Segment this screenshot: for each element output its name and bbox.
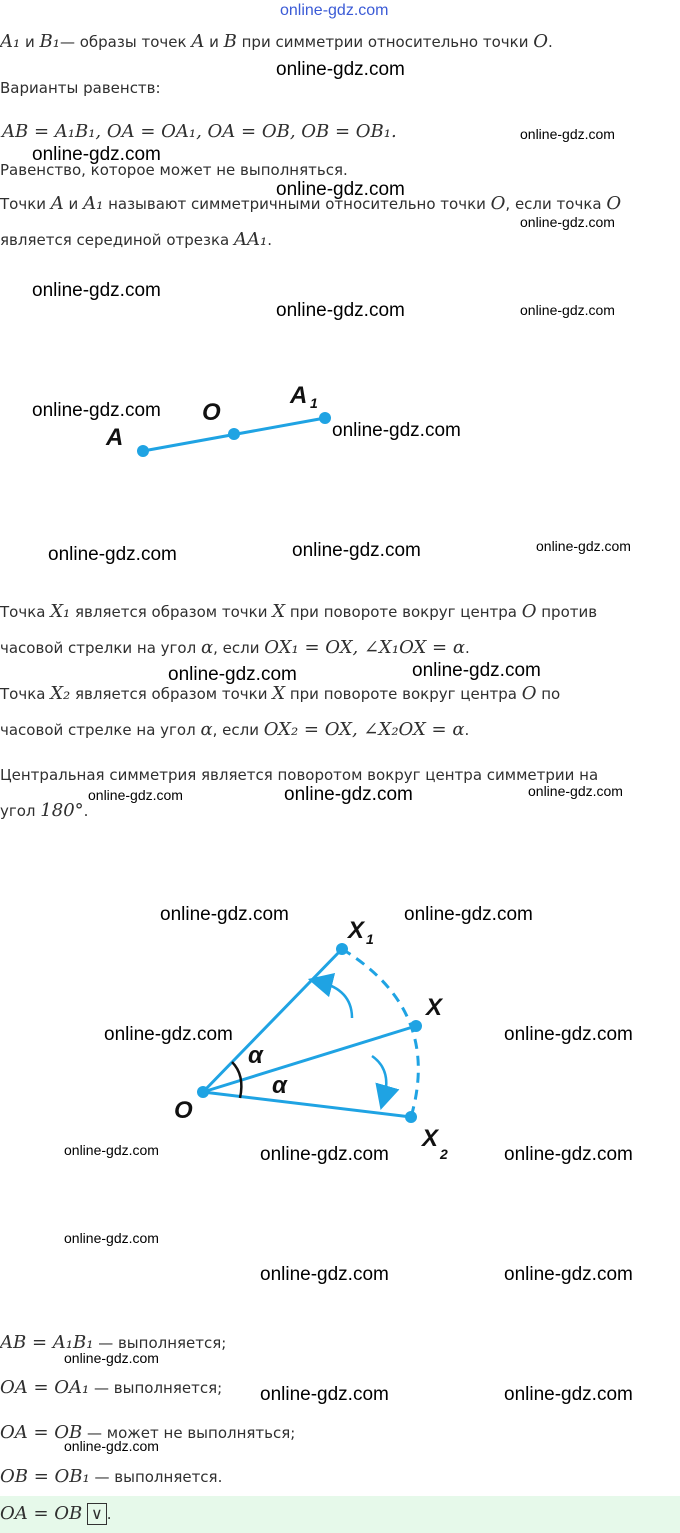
text-fragment: — может не выполняться;: [82, 1424, 296, 1442]
arrow-ccw: [320, 982, 352, 1018]
definition-symmetry-cont: [0, 229, 272, 251]
watermark: online-gdz.com: [104, 1024, 233, 1045]
math-aa1: AA₁: [234, 229, 268, 250]
math-o: O: [521, 683, 537, 704]
text-fragment: Точка: [0, 603, 51, 621]
label-o: O: [174, 1097, 193, 1124]
watermark: online-gdz.com: [404, 904, 533, 925]
text-fragment: является серединой отрезка: [0, 231, 234, 249]
math-x: X: [272, 601, 286, 622]
math-180: 180°: [40, 800, 84, 821]
text-fragment: при повороте вокруг центра: [285, 685, 522, 703]
text-fragment: — выполняется;: [89, 1379, 223, 1397]
math-a1: A₁: [83, 193, 104, 214]
text-fragment: .: [465, 639, 470, 657]
text-fragment: при симметрии относительно точки: [236, 33, 534, 51]
label-x1-subscript: 1: [366, 931, 374, 947]
watermark: online-gdz.com: [32, 280, 161, 301]
label-alpha-lower: α: [272, 1072, 287, 1099]
point-x1: [336, 943, 348, 955]
watermark: online-gdz.com: [48, 544, 177, 565]
result-ob1: [0, 1466, 222, 1488]
text-fragment: и: [204, 33, 224, 51]
text-fragment: угол: [0, 802, 41, 820]
watermark: online-gdz.com: [504, 1384, 633, 1405]
math-o: O: [533, 31, 548, 52]
ray-ox2: [203, 1092, 411, 1117]
point-a1: [319, 412, 331, 424]
watermark: online-gdz.com: [64, 1142, 159, 1158]
label-a: A: [106, 424, 124, 451]
text-fragment: .: [464, 721, 470, 739]
arc-dashed: [342, 949, 418, 1117]
watermark: online-gdz.com: [504, 1144, 633, 1165]
definition-symmetry: [0, 193, 621, 215]
point-x: [410, 1020, 422, 1032]
watermark: online-gdz.com: [284, 784, 413, 805]
text-fragment: .: [83, 802, 89, 820]
watermark: online-gdz.com: [260, 1264, 389, 1285]
text-fragment: по: [536, 685, 561, 703]
watermark: online-gdz.com: [64, 1230, 159, 1246]
question-text: Равенство, которое может не выполняться.: [0, 161, 348, 179]
watermark: online-gdz.com: [260, 1384, 389, 1405]
math-o: O: [606, 193, 622, 214]
math-a1: A₁: [0, 31, 21, 52]
result-oa1: [0, 1377, 222, 1399]
math-equality: OA = OA₁: [0, 1377, 90, 1398]
label-x: X: [426, 994, 443, 1021]
text-fragment: .: [106, 1505, 112, 1523]
definition-rotation-ccw-cont: [0, 637, 470, 659]
point-o: [228, 428, 240, 440]
equalities-list: AB = A₁B₁, OA = OA₁, OA = OB, OB = OB₁.: [2, 121, 397, 142]
label-x2: X: [422, 1125, 439, 1152]
text-fragment: является образом точки: [70, 685, 273, 703]
text-fragment: , если: [213, 639, 265, 657]
math-equality: OA = OB: [0, 1422, 83, 1443]
watermark: online-gdz.com: [276, 179, 405, 200]
answer-checkbox: ∨: [87, 1503, 107, 1525]
definition-rotation-ccw: [0, 601, 597, 623]
watermark: online-gdz.com: [32, 400, 161, 421]
text-fragment: , если: [212, 721, 264, 739]
arrow-cw: [372, 1056, 386, 1098]
text-fragment: часовой стрелки на угол: [0, 639, 201, 657]
text-fragment: Точка: [0, 685, 51, 703]
text-fragment: против: [536, 603, 598, 621]
text-fragment: и: [63, 195, 84, 213]
math-a: A: [191, 31, 205, 52]
math-o: O: [521, 601, 537, 622]
text-fragment: .: [548, 33, 553, 51]
math-x1: X₁: [50, 601, 71, 622]
watermark: online-gdz.com: [520, 126, 615, 142]
watermark: online-gdz.com: [536, 538, 631, 554]
central-symmetry-note: Центральная симметрия является поворотом вокруг центра симметрии на: [0, 766, 599, 784]
watermark: online-gdz.com: [32, 144, 161, 165]
answer-line: [0, 1503, 112, 1525]
watermark: online-gdz.com: [64, 1438, 159, 1454]
point-o: [197, 1086, 209, 1098]
watermark: online-gdz.com: [520, 214, 615, 230]
math-a: A: [50, 193, 64, 214]
watermark: online-gdz.com: [332, 420, 461, 441]
label-x1: X: [348, 917, 365, 944]
math-x2: X₂: [50, 683, 71, 704]
text-fragment: называют симметричными относительно точки: [103, 195, 491, 213]
watermark-top: online-gdz.com: [280, 2, 389, 19]
paragraph-images: [0, 31, 553, 53]
math-equality: AB = A₁B₁: [0, 1332, 94, 1353]
text-fragment: является образом точки: [70, 603, 273, 621]
watermark: online-gdz.com: [520, 302, 615, 318]
definition-rotation-cw-cont: [0, 719, 469, 741]
watermark: online-gdz.com: [88, 787, 183, 803]
text-fragment: и: [20, 33, 40, 51]
label-x2-subscript: 2: [440, 1146, 448, 1162]
label-a1-subscript: 1: [310, 395, 318, 411]
math-condition: OX₁ = OX, ∠X₁OX = α: [264, 637, 466, 658]
point-a: [137, 445, 149, 457]
central-symmetry-note-cont: [0, 800, 88, 822]
watermark: online-gdz.com: [276, 300, 405, 321]
text-fragment: .: [267, 231, 272, 249]
math-condition: OX₂ = OX, ∠X₂OX = α: [263, 719, 465, 740]
answer-equality: OA = OB: [0, 1503, 83, 1524]
label-o: O: [202, 399, 221, 426]
watermark: online-gdz.com: [412, 660, 541, 681]
text-fragment: — образы точек: [59, 33, 192, 51]
text-fragment: — выполняется;: [93, 1334, 227, 1352]
text-fragment: часовой стрелке на угол: [0, 721, 201, 739]
math-x: X: [272, 683, 286, 704]
watermark: online-gdz.com: [160, 904, 289, 925]
label-alpha-upper: α: [248, 1042, 263, 1069]
text-fragment: Точки: [0, 195, 51, 213]
watermark: online-gdz.com: [64, 1350, 159, 1366]
variants-heading: Варианты равенств:: [0, 79, 161, 97]
watermark: online-gdz.com: [276, 59, 405, 80]
watermark: online-gdz.com: [528, 783, 623, 799]
watermark: online-gdz.com: [504, 1024, 633, 1045]
definition-rotation-cw: [0, 683, 560, 705]
math-alpha: α: [200, 637, 214, 658]
text-fragment: , если точка: [505, 195, 607, 213]
text-fragment: — выполняется.: [89, 1468, 223, 1486]
math-equality: OB = OB₁: [0, 1466, 90, 1487]
text-fragment: при повороте вокруг центра: [285, 603, 522, 621]
math-alpha: α: [200, 719, 213, 740]
watermark: online-gdz.com: [504, 1264, 633, 1285]
math-o: O: [490, 193, 506, 214]
watermark: online-gdz.com: [260, 1144, 389, 1165]
watermark: online-gdz.com: [168, 664, 297, 685]
point-x2: [405, 1111, 417, 1123]
watermark: online-gdz.com: [292, 540, 421, 561]
label-a1: A: [290, 382, 308, 409]
math-b1: B₁: [39, 31, 60, 52]
math-b: B: [223, 31, 237, 52]
